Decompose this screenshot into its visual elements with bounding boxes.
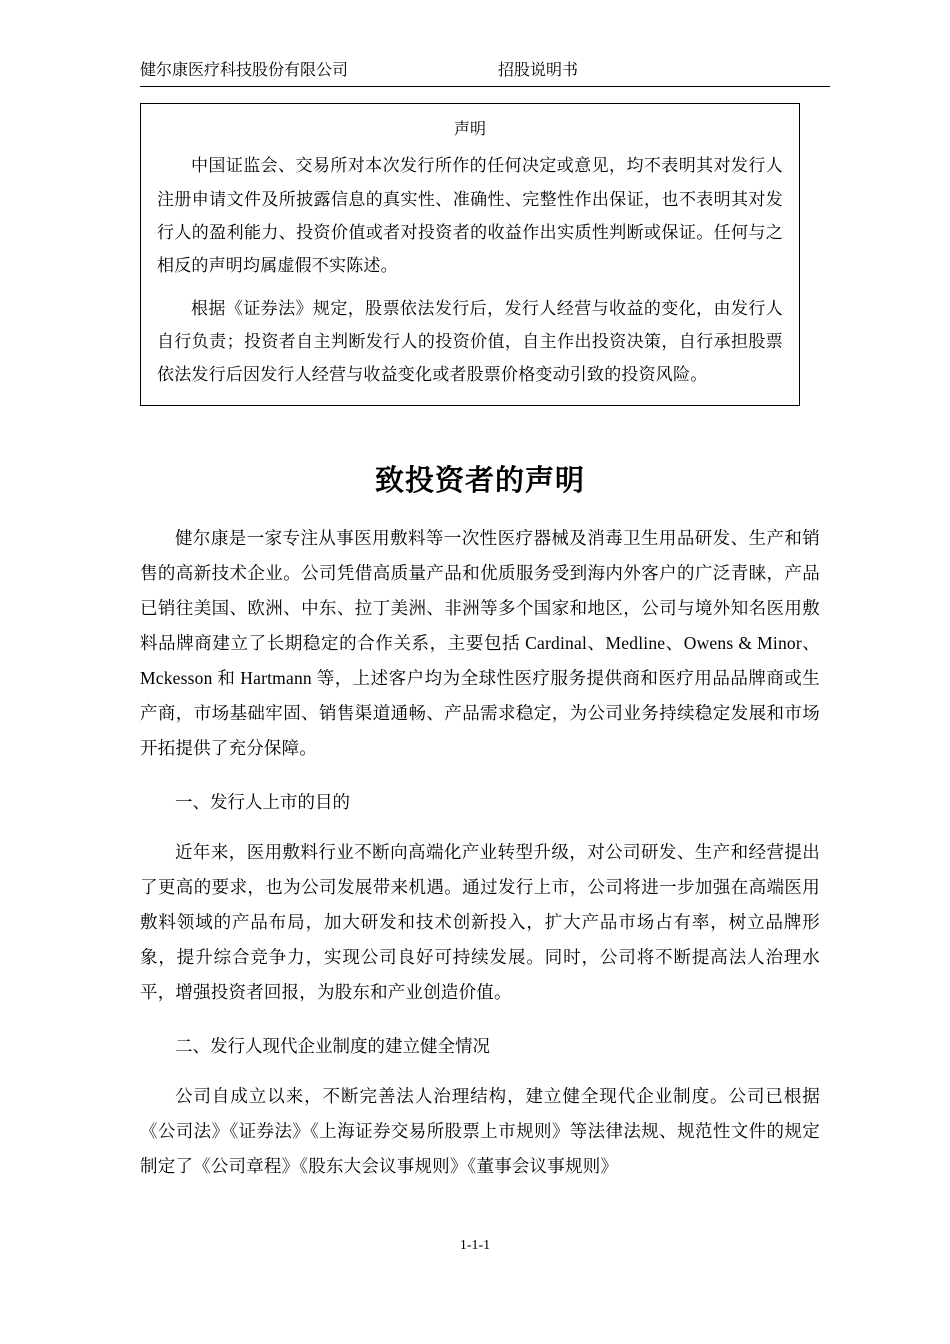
header-company-name: 健尔康医疗科技股份有限公司: [140, 62, 349, 79]
page-title: 致投资者的声明: [374, 463, 585, 498]
intro-paragraph: 健尔康是一家专注从事医用敷料等一次性医疗器械及消毒卫生用品研发、生产和销售的高新技术企业。公司凭借高质量产品和优质服务受到海内外客户的广泛青睐，产品已销往美国、欧洲、中东、拉丁美洲、非洲等多个国家和地区，公司与境外知名医用敷料品牌商建立了长期稳定的合作关系，主要包括 Cardinal、Medline、Owens & Minor、Mckesson 和 Hartmann 等，上述客户均为全球性医疗服务提供商和医疗用品品牌商或生产商，市场基础牢固、销售渠道通畅、产品需求稳定，为公司业务持续稳定发展和市场开拓提供了充分保障。: [140, 528, 820, 759]
header-document-type: 招股说明书: [498, 62, 579, 79]
section-heading-1: 一、发行人上市的目的: [175, 793, 350, 814]
running-header: [140, 60, 830, 87]
page-content: [140, 60, 820, 1200]
statement-paragraph-1: 中国证监会、交易所对本次发行所作的任何决定或意见，均不表明其对发行人注册申请文件及所披露信息的真实性、准确性、完整性作出保证，也不表明其对发行人的盈利能力、投资价值或者对投资者的收益作出实质性判断或保证。任何与之相反的声明均属虚假不实陈述。: [157, 156, 783, 275]
page-number: 1-1-1: [459, 1238, 491, 1253]
section-body-1: 近年来，医用敷料行业不断向高端化产业转型升级，对公司研发、生产和经营提出了更高的要求，也为公司发展带来机遇。通过发行上市，公司将进一步加强在高端医用敷料领域的产品布局，加大研发和技术创新投入，扩大产品市场占有率，树立品牌形象，提升综合竞争力，实现公司良好可持续发展。同时，公司将不断提高法人治理水平，增强投资者回报，为股东和产业创造价值。: [140, 842, 820, 1003]
statement-title: 声明: [453, 121, 486, 139]
statement-paragraph-2: 根据《证券法》规定，股票依法发行后，发行人经营与收益的变化，由发行人自行负责；投资者自主判断发行人的投资价值，自主作出投资决策，自行承担股票依法发行后因发行人经营与收益变化或者股票价格变动引致的投资风险。: [157, 298, 783, 385]
section-heading-2: 二、发行人现代企业制度的建立健全情况: [175, 1037, 490, 1058]
section-body-2: 公司自成立以来，不断完善法人治理结构，建立健全现代企业制度。公司已根据《公司法》《证券法》《上海证券交易所股票上市规则》等法律法规、规范性文件的规定制定了《公司章程》《股东大会议事规则》《董事会议事规则》: [140, 1086, 820, 1177]
statement-box: [140, 103, 800, 406]
